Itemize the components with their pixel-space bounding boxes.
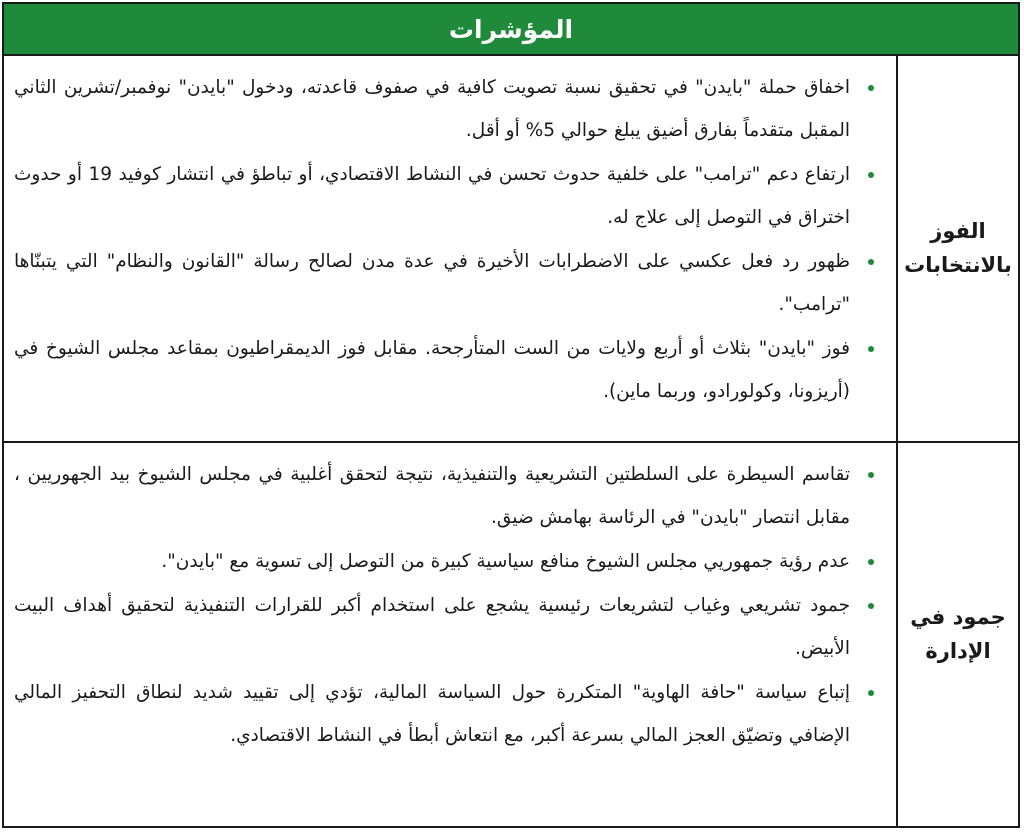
row-label — [904, 215, 1012, 282]
row-label-cell — [896, 56, 1018, 441]
row-content-cell — [4, 56, 896, 441]
row-label-cell — [896, 443, 1018, 826]
list-item-text: اخفاق حملة "بايدن" في تحقيق نسبة تصويت كافية في صفوف قاعدته، ودخول "بايدن" نوفمبر/تشرين الثاني المقبل متقدماً بفارق أضيق يبلغ حوالي 5% أو أقل. — [14, 77, 850, 141]
list-item — [14, 327, 884, 413]
bullet-list — [14, 66, 884, 413]
list-item-text: فوز "بايدن" بثلاث أو أربع ولايات من الست المتأرجحة. مقابل فوز الديمقراطيون بمقاعد مجلس الشيوخ في (أريزونا، وكولورادو، وربما ماين). — [14, 338, 850, 402]
row-label-line2: الإدارة — [925, 638, 991, 663]
list-item-text: جمود تشريعي وغياب لتشريعات رئيسية يشجع على استخدام أكبر للقرارات التنفيذية لتحقيق أهداف البيت الأبيض. — [14, 595, 850, 659]
list-item-text: عدم رؤية جمهوريي مجلس الشيوخ منافع سياسية كبيرة من التوصل إلى تسوية مع "بايدن". — [161, 551, 850, 572]
row-label — [910, 601, 1005, 668]
bullet-dot-icon — [868, 559, 874, 565]
bullet-dot-icon — [868, 472, 874, 478]
bullet-dot-icon — [868, 346, 874, 352]
list-item-text: تقاسم السيطرة على السلطتين التشريعية والتنفيذية، نتيجة لتحقق أغلبية في مجلس الشيوخ بيد الجهوريين ، مقابل انتصار "بايدن" في الرئاسة بهامش ضيق. — [14, 464, 850, 528]
table-row-governance-gridlock — [4, 443, 1018, 826]
list-item-text: إتباع سياسة "حافة الهاوية" المتكررة حول السياسة المالية، تؤدي إلى تقييد شديد لنطاق التحفيز المالي الإضافي وتضيّق العجز المالي بسرعة أكبر، مع انتعاش أبطأ في النشاط الاقتصادي. — [14, 682, 850, 746]
table-row-election-win — [4, 56, 1018, 443]
row-label-line2: بالانتخابات — [904, 252, 1012, 277]
list-item — [14, 584, 884, 670]
list-item-text: ارتفاع دعم "ترامب" على خلفية حدوث تحسن في النشاط الاقتصادي، أو تباطؤ في انتشار كوفيد 19 أو حدوث اختراق في التوصل إلى علاج له. — [14, 164, 850, 228]
header-title: المؤشرات — [448, 14, 574, 44]
bullet-dot-icon — [868, 259, 874, 265]
list-item-text: ظهور رد فعل عكسي على الاضطرابات الأخيرة في عدة مدن لصالح رسالة "القانون والنظام" التي يتبنّاها "ترامب". — [14, 251, 850, 315]
indicators-table — [2, 2, 1020, 828]
list-item — [14, 453, 884, 539]
list-item — [14, 671, 884, 757]
bullet-list — [14, 453, 884, 757]
bullet-dot-icon — [868, 603, 874, 609]
bullet-dot-icon — [868, 85, 874, 91]
list-item — [14, 240, 884, 326]
list-item — [14, 66, 884, 152]
bullet-dot-icon — [868, 172, 874, 178]
list-item — [14, 153, 884, 239]
table-body — [4, 56, 1018, 826]
bullet-dot-icon — [868, 690, 874, 696]
row-label-line1: الفوز — [930, 218, 986, 243]
row-label-line1: جمود في — [910, 604, 1006, 629]
list-item — [14, 540, 884, 583]
table-header — [4, 4, 1018, 56]
row-content-cell — [4, 443, 896, 826]
